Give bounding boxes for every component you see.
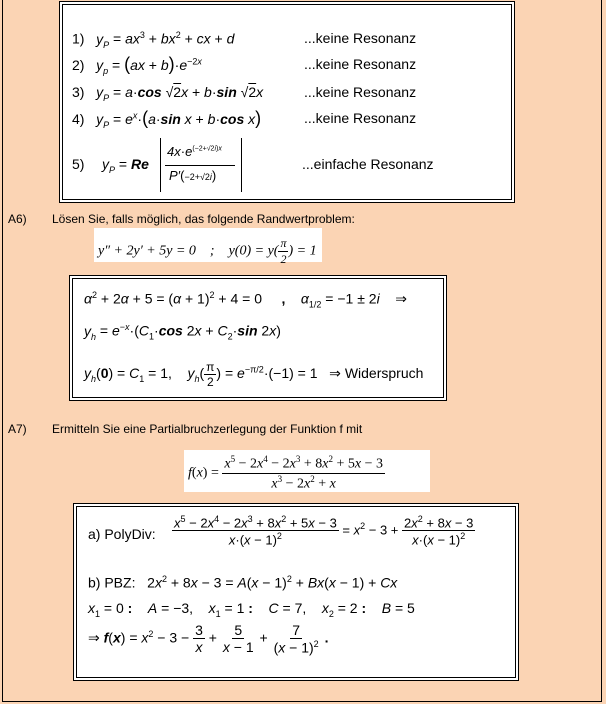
item-5-formula: $y_P = Re$ — [102, 156, 149, 175]
a7-polydiv-label: a) PolyDiv: — [88, 526, 156, 542]
item-5: 5) — [72, 156, 85, 172]
item-3-result: ...keine Resonanz — [304, 84, 417, 100]
item-1-result: ...keine Resonanz — [304, 30, 417, 46]
item-3: 3) $y_P = a\cdot\cos$ √2x + b·sin √2x — [72, 84, 264, 103]
item-4-result: ...keine Resonanz — [304, 110, 417, 126]
a6-general: $y_h = e^{-x}\cdot(C_1\cdot\cos$ $2x + C_2\cdot\sin$ 2x) — [84, 322, 281, 342]
a6-boundary: $y_h(0) = C_1 = 1$, $y_h$( $\frac{\pi}{2}$ ) = $e^{-\pi/2}\cdot(-1) = 1$ ⇒ Widerspruch — [84, 360, 424, 389]
item-2-result: ...keine Resonanz — [304, 56, 417, 72]
a7-label: A7) — [8, 422, 27, 436]
a6-label: A6) — [8, 212, 27, 226]
contradiction-label: Widerspruch — [344, 365, 424, 382]
a6-problem: y″ + 2y′ + 5y = 0 ; y(0) = y( $\frac{\pi}{2}$ ) = 1 — [98, 236, 317, 266]
a6-char-eq: $\alpha^2 + 2\alpha + 5 = (\alpha + 1)^2 + 4 = 0$ , $\alpha_{1/2} = -1 \pm 2i$ ⇒ — [84, 290, 407, 310]
a7-result: ⇒ $f(x) = x^2 - 3$ − $\frac{3}{x}$ + $\frac{5}{x - 1}$ + $\frac{7}{(x - 1)^2}$ . — [88, 622, 329, 656]
item-5-result: ...einfache Resonanz — [302, 156, 434, 172]
a7-text: Ermitteln Sie eine Partialbruchzerlegung der Funktion f mit — [52, 422, 363, 436]
a6-text: Lösen Sie, falls möglich, das folgende Randwertproblem: — [52, 212, 355, 226]
a7-coefficients: $x_1 = 0$ : A = −3, $x_1 = 1$ : C = 7, $x_2 = 2$ : B = 5 — [88, 600, 415, 619]
a7-pbz: b) PBZ: $2x^2 + 8x - 3 = A(x - 1)^2 + Bx(x - 1) + Cx$ — [88, 574, 398, 591]
item-2: 2) $y_p = (ax + b)\cdot e^{-2x}$ — [72, 54, 202, 76]
item-1: 1) $y_P = ax^3 + bx^2$ + cx + d — [72, 30, 235, 50]
item-4: 4) $y_P = e^x\cdot(a\cdot\sin$ x + b·cos x) — [72, 108, 262, 130]
item-5-bracket: $4x\cdot e^{(-2+√2i)x}$ P′(−2+√2i) — [160, 138, 242, 192]
a7-function: f(x) = $\frac{x^5 - 2x^4 - 2x^3 + 8x^2 + 5x - 3}{x^3 - 2x^2 + x}$ — [188, 454, 383, 492]
a7-polydiv: $\frac{x^5 - 2x^4 - 2x^3 + 8x^2 + 5x - 3}{x\cdot(x - 1)^2}$ = $x^2 - 3$ + $\frac{2x^2 + 8x - 3}{x\cdot(x - 1)^2}$ — [174, 514, 474, 548]
